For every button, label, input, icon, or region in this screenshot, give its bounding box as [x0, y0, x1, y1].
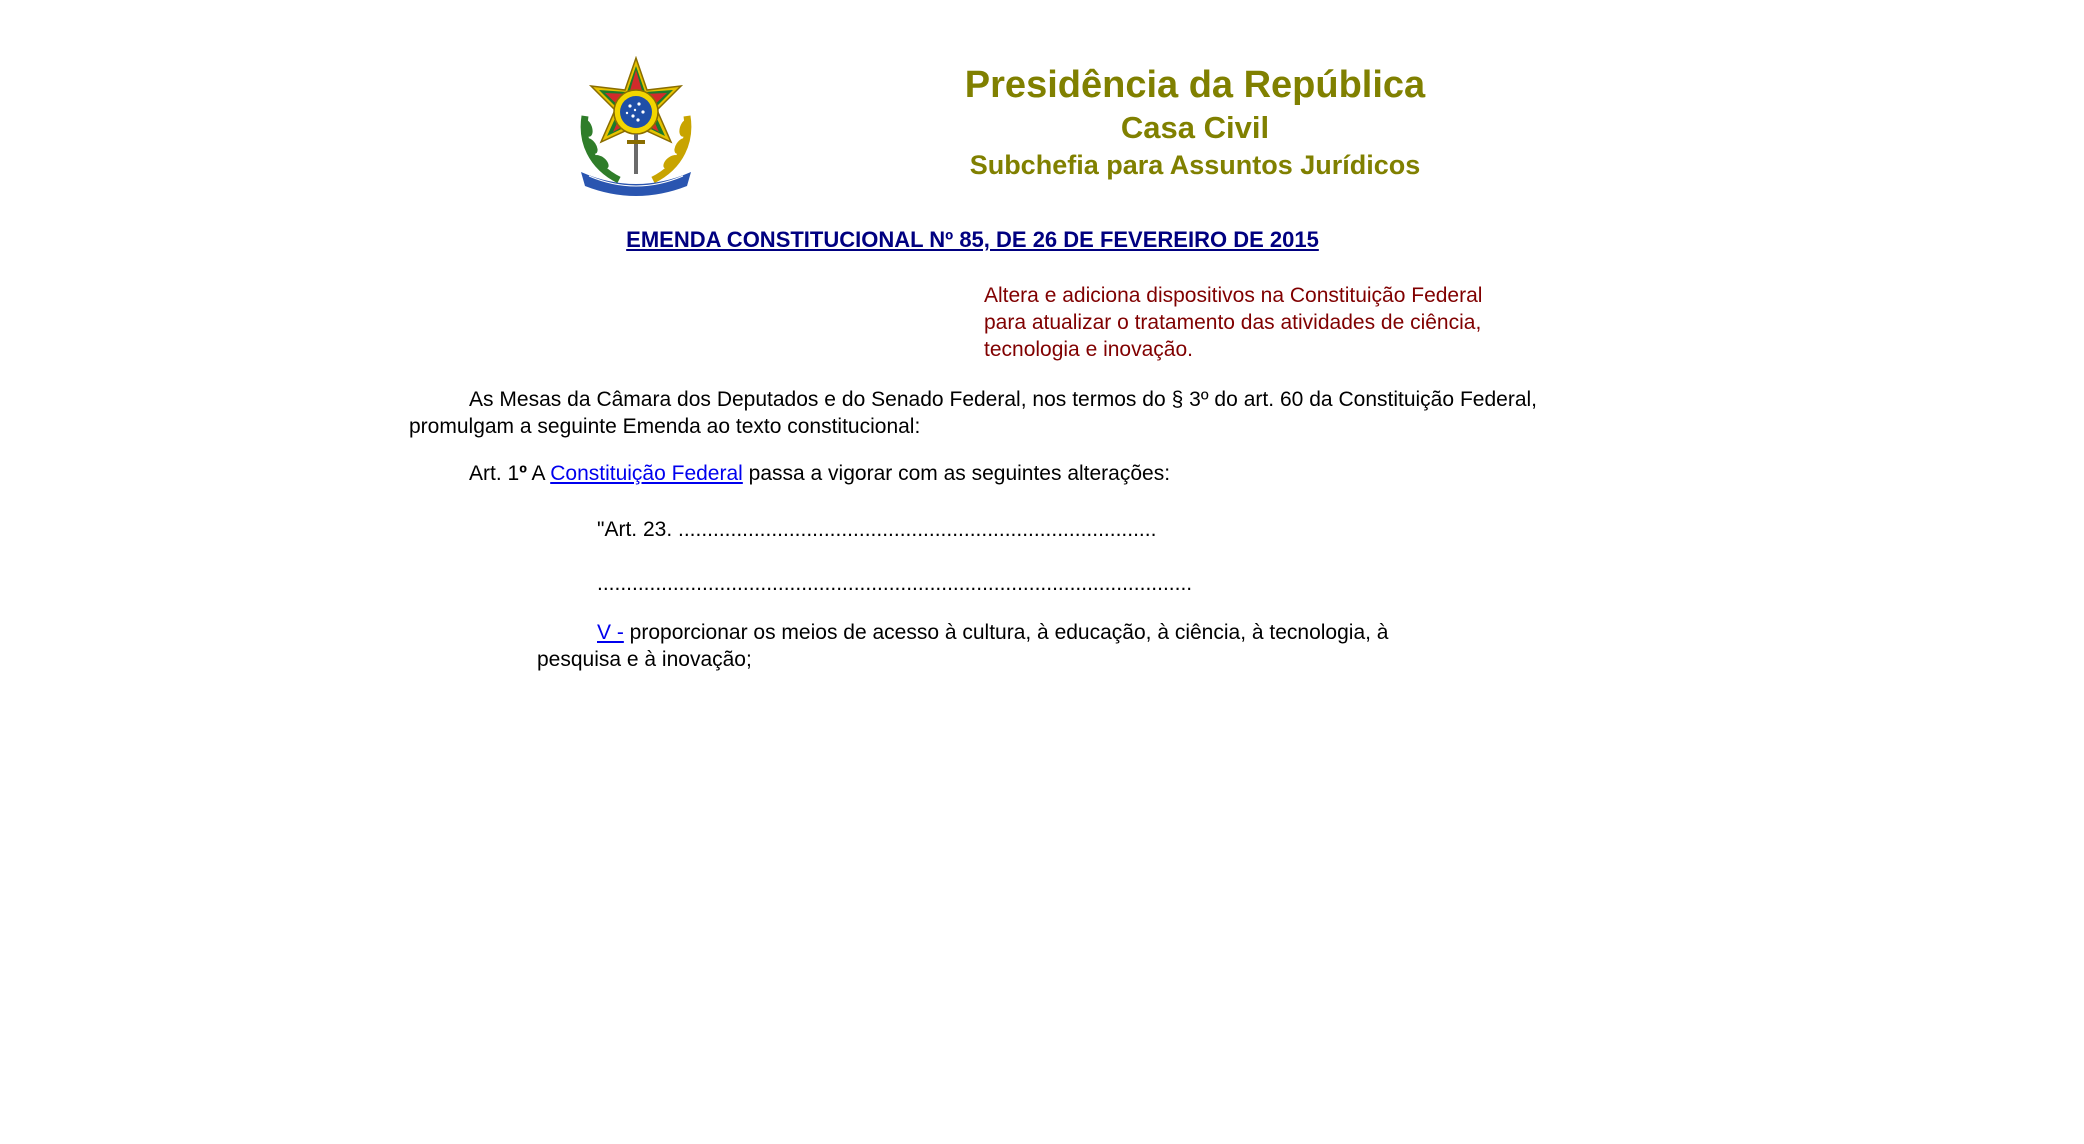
art1-pre-link: A: [526, 462, 551, 485]
quote-article-23: "Art. 23. ..................................................................................: [597, 518, 1157, 541]
art1-post-link: passa a vigorar com as seguintes alterações:: [742, 462, 1171, 485]
constituicao-federal-link[interactable]: Constituição Federal: [550, 462, 743, 485]
subchefia-heading: Subchefia para Assuntos Jurídicos: [969, 150, 1421, 180]
ellipsis-line: ......................................................................................................: [597, 572, 1193, 595]
ementa-summary: Altera e adiciona dispositivos na Constituição Federal para atualizar o tratamento das atividades de ciência, tecnologia e inovação.: [984, 284, 1483, 361]
header-text: [910, 62, 1480, 182]
document-title-link[interactable]: EMENDA CONSTITUCIONAL Nº 85, DE 26 DE FEVEREIRO DE 2015: [626, 227, 1319, 252]
article-1-paragraph: [409, 460, 1537, 487]
inciso-v-text: proporcionar os meios de acesso à cultura, à educação, à ciência, à tecnologia, à pesquisa e à inovação;: [537, 621, 1389, 671]
art1-prefix: Art. 1: [469, 462, 520, 485]
preamble-paragraph: As Mesas da Câmara dos Deputados e do Senado Federal, nos termos do § 3º do art. 60 da Constituição Federal, promulgam a seguinte Emenda ao texto constitucional:: [409, 388, 1537, 438]
inciso-v-paragraph: [537, 619, 1417, 673]
document-title: [0, 226, 1945, 254]
presidency-heading: Presidência da República: [964, 64, 1426, 106]
art1-ordinal: º: [519, 462, 527, 485]
casa-civil-heading: Casa Civil: [1120, 110, 1270, 145]
page-header: [575, 52, 1695, 202]
inciso-v-link[interactable]: V -: [597, 621, 624, 644]
brazil-coat-of-arms-icon: [575, 56, 697, 196]
